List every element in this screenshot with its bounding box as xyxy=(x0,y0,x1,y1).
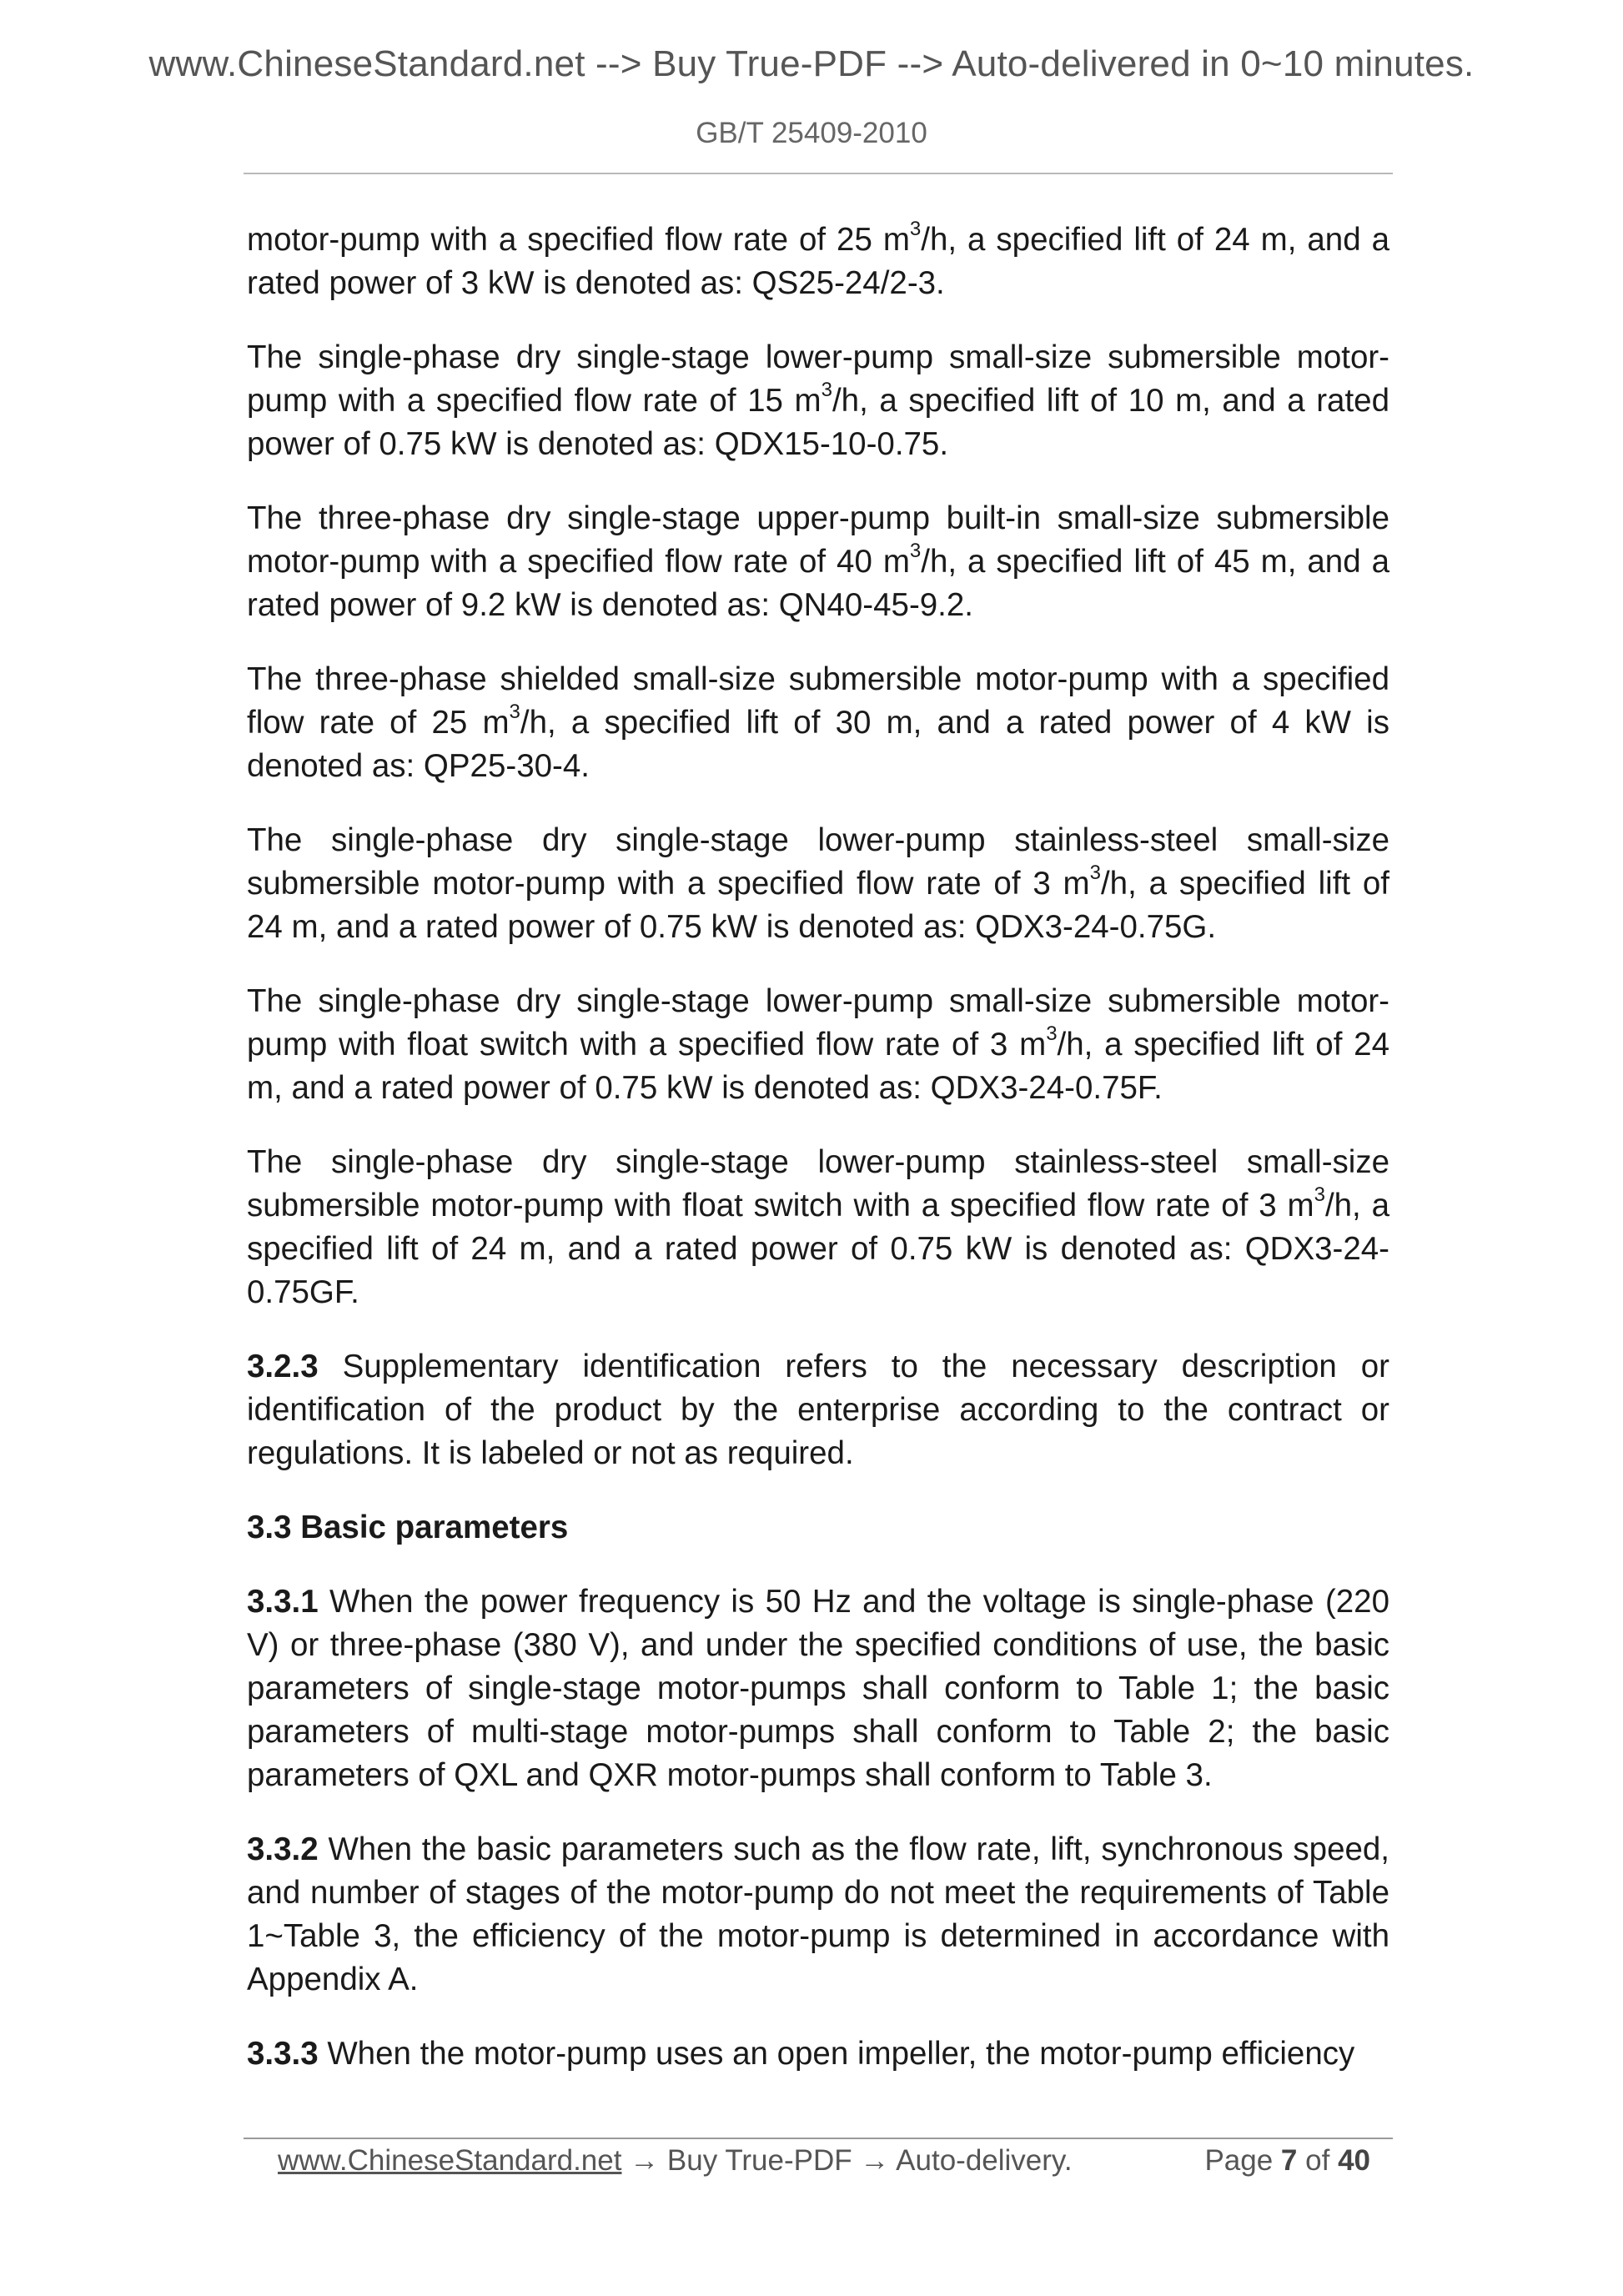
paragraph-qdx15: The single-phase dry single-stage lower-pump small-size submersible motor-pump with a specified flow rate of 15 $m^3/h$, a specified lift of 10 m, and a rated power of 0.75 kW is denoted as: QDX15-10-0.75. xyxy=(247,339,1389,462)
footer-tagline: → Buy True-PDF → Auto-delivery. xyxy=(621,2144,1073,2177)
paragraph-qp25: The three-phase shielded small-size submersible motor-pump with a specified flow rate of 25 $m^3/h$, a specified lift of 30 m, and a rated power of 4 kW is denoted as: QP25-30-4. xyxy=(247,661,1389,784)
clause-number: 3.3.2 xyxy=(247,1831,319,1867)
total-pages: 40 xyxy=(1338,2144,1370,2177)
footer-divider xyxy=(244,2138,1393,2139)
paragraph-qs25: motor-pump with a specified flow rate of 25 $m^3/h$, a specified lift of 24 m, and a rated power of 3 kW is denoted as: QS25-24/2-3. xyxy=(247,218,1390,301)
clause-number: 3.3.3 xyxy=(247,2036,319,2072)
standard-code: GB/T 25409-2010 xyxy=(696,117,927,149)
paragraph-qn40: The three-phase dry single-stage upper-pump built-in small-size submersible motor-pump with a specified flow rate of 40 $m^3/h$, a specified lift of 45 m, and a rated power of 9.2 kW is denoted as: QN40-45-9.2. xyxy=(247,500,1390,623)
paragraph-qdx3-g: The single-phase dry single-stage lower-pump stainless-steel small-size submersible motor-pump with a specified flow rate of 3 $m^3/h$, a specified lift of 24 m, and a rated power of 0.75 kW is denoted as: QDX3-24-0.75G. xyxy=(247,822,1390,945)
paragraph-qdx3-gf: The single-phase dry single-stage lower-pump stainless-steel small-size submersible motor-pump with float switch with a specified flow rate of 3 $m^3/h$, a specified lift of 24 m, and a rated power of 0.75 kW is denoted as: QDX3-24-0.75GF. xyxy=(247,1144,1389,1310)
clause-number: 3.2.3 xyxy=(247,1349,319,1384)
clause-3-3-1: 3.3.1 When the power frequency is 50 Hz and the voltage is single-phase (220 V) or three-phase (380 V), and under the specified conditions of use, the basic parameters of single-stage motor-pumps shall conform to Table 1; the basic parameters of multi-stage motor-pumps shall conform to Table 2; the basic parameters of QXL and QXR motor-pumps shall conform to Table 3. xyxy=(247,1584,1389,1793)
paragraph-qdx3-f: The single-phase dry single-stage lower-pump small-size submersible motor-pump with float switch with a specified flow rate of 3 $m^3/h$, a specified lift of 24 m, and a rated power of 0.75 kW is denoted as: QDX3-24-0.75F. xyxy=(247,983,1389,1106)
top-banner: www.ChineseStandard.net --> Buy True-PDF --> Auto-delivered in 0~10 minutes. xyxy=(148,43,1475,84)
document-body xyxy=(247,219,1389,2107)
footer-site-link[interactable]: www.ChineseStandard.net xyxy=(278,2144,622,2177)
header-divider xyxy=(244,173,1393,174)
current-page-number: 7 xyxy=(1280,2144,1298,2177)
clause-number: 3.3.1 xyxy=(247,1584,319,1620)
page-footer xyxy=(278,2142,1370,2180)
clause-3-3-2: 3.3.2 When the basic parameters such as the flow rate, lift, synchronous speed, and number of stages of the motor-pump do not meet the requirements of Table 1~Table 3, the efficiency of the motor-pump is determined in accordance with Appendix A. xyxy=(247,1831,1389,1997)
section-heading-basic-parameters: 3.3 Basic parameters xyxy=(247,1510,569,1545)
clause-3-3-3: 3.3.3 When the motor-pump uses an open impeller, the motor-pump efficiency xyxy=(247,2036,1355,2072)
page-indicator: Page 7 of 40 xyxy=(1204,2144,1370,2177)
clause-3-2-3: 3.2.3 Supplementary identification refers to the necessary description or identification of the product by the enterprise according to the contract or regulations. It is labeled or not as required. xyxy=(247,1349,1389,1471)
